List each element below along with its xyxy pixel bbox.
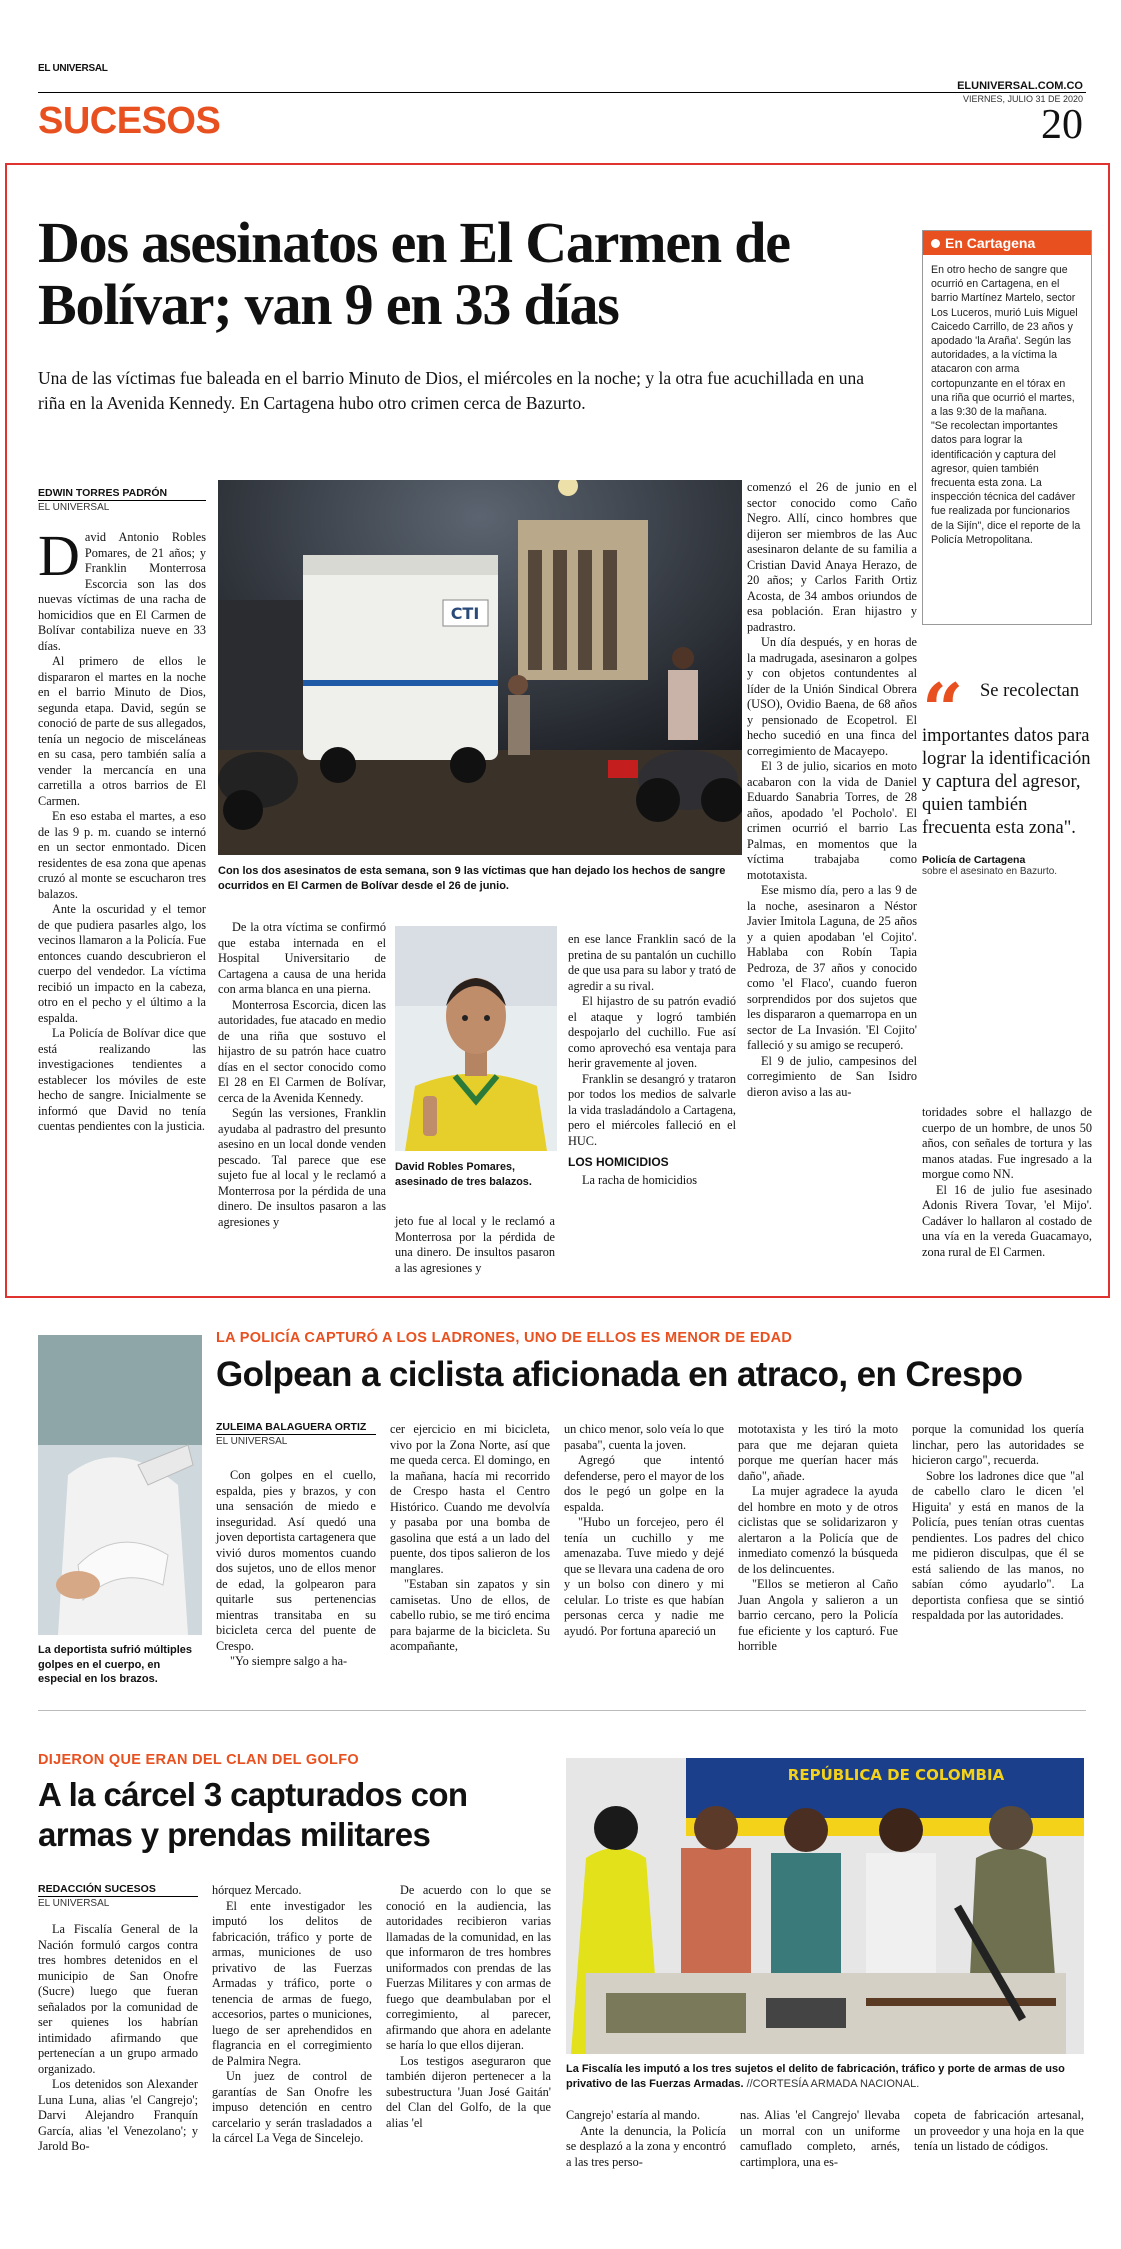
paragraph: La racha de homicidios — [582, 1172, 698, 1187]
story1-headline: Dos asesinatos en El Carmen de Bolívar; van 9 en 33 días — [38, 210, 790, 337]
story3-col2 — [212, 1883, 372, 2223]
story1-byline — [38, 486, 206, 515]
issue-date: VIERNES, JULIO 31 DE 2020 — [962, 94, 1083, 104]
story2-headline: Golpean a ciclista aficionada en atraco, en Crespo — [216, 1355, 1023, 1394]
detainees-image — [566, 1758, 1084, 2054]
quote-context: sobre el asesinato en Bazurto. — [922, 866, 1058, 877]
paragraph: cer ejercicio en mi bicicleta, vivo por la Zona Norte, así que me queda cerca. El domingo, en la mañana, hacía mi recorrido de Crespo hasta el Centro Histórico. Cuando me devolvía y pasaba por una bomba de gasolina que está a un lado del puente, dos tipos salieron de los manglares. — [390, 1422, 550, 1576]
paragraph: De la otra víctima se confirmó que estaba internada en el Hospital Universitario de Cartagena a causa de una herida con arma blanca en una pierna. — [218, 920, 386, 996]
paragraph: Agregó que intentó defenderse, pero el mayor de los dos le pegó un golpe en la espalda. — [564, 1453, 724, 1514]
paragraph: nas. Alias 'el Cangrejo' llevaba un morral con un uniforme camuflado completo, arnés, cartimplora, una es- — [740, 2108, 900, 2169]
cti-sign: CTI — [450, 604, 480, 623]
story1-col5 — [922, 1105, 1092, 1285]
main-photo — [218, 480, 742, 855]
main-photo-caption: Con los dos asesinatos de esta semana, son 9 las víctimas que han dejado los hechos de sangre ocurridos en El Carmen de Bolívar desde el 26 de junio. — [218, 865, 726, 892]
section-divider — [38, 1710, 1086, 1711]
sidebar-paragraph: "Se recolectan importantes datos para lograr la identificación y captura del agresor, quien también frecuenta esta zona. La inspección técnica del cadáver fue realizada por funcionarios de la Sijín", dice el reporte de la Policía Metropolitana. — [931, 420, 1081, 546]
paragraph: mototaxista y les tiró la moto para que me dejaran quieta porque me querían hacer más daño", añade. — [738, 1422, 898, 1483]
story1-col1 — [38, 523, 206, 1270]
story2-col4 — [738, 1422, 898, 1697]
logo-text: EL UNIVERSAL — [38, 63, 108, 74]
cyclist-photo-caption: La deportista sufrió múltiples golpes en el cuerpo, en especial en los brazos. — [38, 1644, 193, 1685]
byline-name: EDWIN TORRES PADRÓN — [38, 487, 168, 499]
paragraph: comenzó el 26 de junio en el sector conocido como Caño Negro. Allí, cinco hombres que dijeron ser miembros de las Auc asesinaron delante de su familia a Cristian David Anaya Herazo, de 20 años; y Carlos Farith Ortiz Acosta, de 34 ambos oriundos de esa población. Eran hijastro y padrastro. — [747, 480, 917, 634]
story3-headline — [38, 1775, 598, 1855]
sidebar-paragraph: En otro hecho de sangre que ocurrió en Cartagena, en el barrio Martínez Martelo, sector Los Luceros, murió Luis Miguel Caicedo Carrillo, de 23 años y apodado 'la Araña'. Según las autoridades, a la víctima la atacaron con arma cortopunzante en el tórax en una riña que ocurrió el martes, a las 9:30 de la mañana. — [931, 264, 1078, 419]
headline-line: A la cárcel 3 capturados con — [38, 1776, 468, 1813]
byline-outlet: EL UNIVERSAL — [38, 1896, 198, 1911]
byline-name: ZULEIMA BALAGUERA ORTIZ — [216, 1421, 367, 1433]
story2-col3 — [564, 1422, 724, 1697]
story1-col2 — [218, 920, 386, 1280]
sidebar-title: En Cartagena — [945, 235, 1036, 251]
paragraph: Ante la denuncia, la Policía se desplazó a la zona y encontró a las tres perso- — [566, 2123, 726, 2169]
capture-photo — [566, 1758, 1084, 2054]
paragraph: El 9 de julio, campesinos del corregimiento de San Isidro dieron aviso a las au- — [747, 1053, 917, 1099]
paragraph: El 3 de julio, sicarios en moto acabaron con la vida de Daniel Eduardo Sanabria Torres, de 28 años, apodado 'el Pocholo'. El crimen ocurrió el barrio Las Palmas, en momentos que la víctima trabajaba como mototaxista. — [747, 759, 917, 882]
story3-kicker: DIJERON QUE ERAN DEL CLAN DEL GOLFO — [38, 1752, 359, 1768]
paragraph: La mujer agradece la ayuda del hombre en moto y de otros ciclistas que se solidarizaron y alertaron a la Policía que de inmediato comenzó la búsqueda de los delincuentes. — [738, 1484, 898, 1576]
paragraph: El 16 de julio fue asesinado Adonis Rivera Tovar, 'el Mijo'. Cadáver lo hallaron al costado de una vía en la vereda Guacamayo, zona rural de El Carmen. — [922, 1182, 1092, 1259]
pull-quote — [922, 667, 1092, 877]
story1-dek: Una de las víctimas fue baleada en el barrio Minuto de Dios, el miércoles en la noche; y la otra fue acuchillada en una riña en la Avenida Kennedy. En Cartagena hubo otro crimen cerca de Bazurto. — [38, 368, 865, 413]
byline-name: REDACCIÓN SUCESOS — [38, 1883, 156, 1895]
caption-text: La Fiscalía les imputó a los tres sujetos el delito de fabricación, tráfico y porte de armas de uso privativo de las Fuerzas Armadas. — [566, 2063, 1065, 2090]
story2-col2 — [390, 1422, 550, 1697]
crime-scene-image — [218, 480, 742, 855]
story1-col4 — [747, 480, 917, 1285]
headline-line: armas y prendas militares — [38, 1816, 431, 1853]
paragraph: Un juez de control de garantías de San Onofre les impuso detención en centro carcelario y serán trasladados a la cárcel La Vega de Sincelejo. — [212, 2069, 372, 2145]
paragraph: Con golpes en el cuello, espalda, pies y brazos, y con una sensación de miedo e inseguridad. Así quedó una joven deportista cartagenera que vivió duros momentos cuando dos sujetos, uno de ellos menor de edad, la golpearon para quitarle sus pertenencias mientras transitaba en su bicicleta cerca del puente de Crespo. — [216, 1468, 376, 1653]
paragraph: Ante la oscuridad y el temor de que pudiera pasarles algo, los vecinos llamaron a la Policía. Fue entonces cuando descubrieron el cuerpo del vendedor. La víctima recibió un impacto en la cabeza, otro en el pecho y el último a la espalda. — [38, 902, 206, 1025]
quote-text: importantes datos para lograr la identificación y captura del agresor, quien también frecuenta esta zona". — [922, 726, 1091, 838]
victim-portrait-image — [395, 926, 557, 1151]
page-number: 20 — [1041, 102, 1083, 148]
paragraph: Ese mismo día, pero a las 9 de la noche, asesinaron a Néstor Javier Imitola Laguna, de 25 años y a quien apodaban 'el Cojito'. Hablaba con Robín Tapia Pedroza, de 37 años y conocido como 'el Flaco', cuando fueron sorprendidos por dos sujetos que les dispararon a quemarropa en un sector de La Invasión. 'El Cojito' falleció y su amigo se recuperó. — [747, 883, 917, 1052]
photo-banner: REPÚBLICA DE COLOMBIA — [787, 1766, 1005, 1784]
sidebar-title-bar — [923, 231, 1091, 255]
injured-arm-image — [38, 1335, 202, 1635]
paragraph: Monterrosa Escorcia, dicen las autoridades, fue atacado en medio de una riña que sostuvo el hijastro de su patrón hace cuatro días en el sector conocido como El 28 en El Carmen de Bolívar, cerca de la Avenida Kennedy. — [218, 997, 386, 1105]
cyclist-photo — [38, 1335, 202, 1635]
paragraph: Los detenidos son Alexander Luna Luna, alias 'el Cangrejo'; Darvi Alejandro Franquín García, alias 'el Venezolano'; y Jarold Bo- — [38, 2077, 198, 2153]
paragraph: La Fiscalía General de la Nación formuló cargos contra tres hombres detenidos en el municipio de San Onofre (Sucre) luego que fueran señalados por la comunidad de ser quienes los habrían intimidado afirmando que pertenecían a un grupo armado organizado. — [38, 1922, 198, 2076]
masthead-logo — [38, 64, 118, 74]
paragraph: hórquez Mercado. — [212, 1883, 302, 1897]
paragraph: La Policía de Bolívar dice que está realizando las investigaciones tendientes a establecer los móviles de este hecho de sangre. Inicialmente se informó que David no tenía cuentas pendientes con la justicia. — [38, 1026, 206, 1133]
paragraph: un chico menor, solo veía lo que pasaba", cuenta la joven. — [564, 1422, 724, 1452]
quote-mark-icon: “ — [922, 667, 964, 752]
paragraph: Sobre los ladrones dice que "al de cabello claro le dicen 'el Higuita' y está en manos de la Policía, pues tenían otras cuentas pendientes. Los padres del chico me pidieron disculpas, que él se está saliendo de las manos, no sabían cómo ayudarlo". La deportista confiesa que se sintió respaldada por las autoridades. — [912, 1468, 1084, 1622]
story2-col1 — [216, 1468, 376, 1698]
paragraph: porque la comunidad los quería linchar, pero las autoridades se hicieron cargo", recuerda. — [912, 1422, 1084, 1467]
capture-photo-caption — [566, 2062, 1084, 2091]
story2-kicker: LA POLICÍA CAPTURÓ A LOS LADRONES, UNO DE ELLOS ES MENOR DE EDAD — [216, 1330, 793, 1346]
paragraph-text: avid Antonio Robles Pomares, de 21 años; y Franklin Monterrosa Escorcia son las dos nuevas víctimas de una racha de homicidios que en El Carmen de Bolívar contabiliza nueve en 33 días. — [38, 530, 206, 653]
paragraph: De acuerdo con lo que se conoció en la audiencia, las autoridades recibieron varias llamadas de la comunidad, en las que informaron de tres hombres uniformados con prendas de las Fuerzas Militares y con armas de fuego que deambulaban por el corregimiento, al parecer, afirmando que ahora en adelante se haría lo que ellos dijeran. — [386, 1883, 551, 2052]
paragraph: En eso estaba el martes, a eso de las 9 p. m. cuando se internó en un sector enmontado. Dicen residentes de esa zona que apenas cruzó al monte se escucharon tres balazos. — [38, 809, 206, 901]
bullet-icon — [931, 239, 940, 248]
paragraph: copeta de fabricación artesanal, un proveedor y una hoja en la que tenía un listado de códigos. — [914, 2108, 1084, 2153]
paragraph: Un día después, y en horas de la madrugada, asesinaron a golpes y con objetos contundentes al líder de la Unión Sindical Obrera (USO), Ovidio Baena, de 68 años y pensionado de Ecopetrol. El hecho sucedió en una finca del corregimiento de Macayepo. — [747, 635, 917, 758]
story1-col3 — [568, 932, 736, 1282]
story1-col2b — [395, 1214, 555, 1284]
section-title: SUCESOS — [38, 100, 221, 142]
story3-byline — [38, 1882, 198, 1911]
quote-lead: Se recolectan — [980, 681, 1080, 701]
site-url: ELUNIVERSAL.COM.CO — [957, 80, 1083, 92]
subhead: LOS HOMICIDIOS — [568, 1155, 669, 1169]
paragraph: Los testigos aseguraron que también dijeron pertenecer a la subestructura 'Juan José Gaitán' del Clan del Golfo, de la que alias 'el — [386, 2053, 551, 2130]
story2-byline — [216, 1420, 376, 1449]
paragraph: jeto fue al local y le reclamó a Monterrosa por la pérdida de una dinero. De insultos pasaron a las agresiones y — [395, 1214, 555, 1275]
paragraph: "Ellos se metieron al Caño Juan Angola y salieron a un barrio cercano, pero la Policía fue eficiente y los capturó. Fue horrible — [738, 1577, 898, 1653]
story3-col1 — [38, 1922, 198, 2222]
paragraph: Al primero de ellos le dispararon el martes en la noche en el barrio Minuto de Dios, segunda etapa. David, según se conoció de parte de sus allegados, tenía un negocio de misceláneas en su casa, pero también salía a vender la mercancía en una carretilla a otros barrios de El Carmen. — [38, 654, 206, 808]
byline-outlet: EL UNIVERSAL — [216, 1434, 376, 1449]
paragraph: El hijastro de su patrón evadió el ataque y logró también despojarlo del cuchillo. Fue así como aprovechó esa ventaja para herir gravemente al joven. — [568, 994, 736, 1070]
story2-col5 — [912, 1422, 1084, 1697]
portrait-photo — [395, 926, 557, 1151]
byline-outlet: EL UNIVERSAL — [38, 500, 206, 515]
story3-col3b — [566, 2108, 726, 2218]
sidebar-body — [923, 255, 1091, 555]
paragraph: "Hubo un forcejeo, pero él tenía un cuchillo y me amenazaba. Tuve miedo y dejé que se llevara una cadena de oro y un bolso con dinero y mi celular. Lo triste es que habían personas cerca y nadie me ayudó. Por fortuna apareció un — [564, 1515, 724, 1638]
paragraph: en ese lance Franklin sacó de la pretina de su pantalón un cuchillo de que usa para su labor y trató de agredir a su rival. — [568, 932, 736, 993]
portrait-caption: David Robles Pomares, asesinado de tres balazos. — [395, 1161, 532, 1188]
masthead-rule — [38, 92, 1086, 93]
paragraph: Franklin se desangró y trataron por todos los medios de salvarle la vida trasladándolo a Cartagena, pero el miércoles falleció en el HUC. — [568, 1071, 736, 1148]
quote-source: Policía de Cartagena — [922, 854, 1026, 866]
story3-col3 — [386, 1883, 551, 2163]
story3-col5b — [914, 2108, 1084, 2218]
story3-col4b — [740, 2108, 900, 2218]
paragraph: El ente investigador les imputó los delitos de fabricación, tráfico y porte de armas, municiones de uso privativo de las Fuerzas Armadas y tráfico, porte o tenencia de armas de fuego, accesorios, partes o municiones, luego de ser aprehendidos en flagrancia en el corregimiento de Palmira Negra. — [212, 1898, 372, 2068]
paragraph: "Estaban sin zapatos y sin camisetas. Uno de ellos, de cabello rubio, se me tiró encima para bajarme de la bicicleta. Su acompañante, — [390, 1577, 550, 1653]
paragraph — [38, 523, 206, 654]
photo-credit: //CORTESÍA ARMADA NACIONAL. — [746, 2077, 920, 2090]
paragraph: Según las versiones, Franklin ayudaba al padrastro del presunto asesino en un local donde venden pescado. Tal parece que ese sujeto fue al local y le reclamó a Monterrosa por la pérdida de una dinero. De insultos pasaron a las agresiones y — [218, 1106, 386, 1229]
paragraph: toridades sobre el hallazgo de cuerpo de un hombre, de unos 50 años, con señales de tortura y las manos atadas. Fue ingresado a la morgue como NN. — [922, 1105, 1092, 1181]
dropcap: D — [38, 523, 80, 588]
paragraph: Cangrejo' estaría al mando. — [566, 2108, 701, 2122]
paragraph: "Yo siempre salgo a ha- — [230, 1654, 348, 1668]
sidebar-box — [922, 230, 1092, 625]
